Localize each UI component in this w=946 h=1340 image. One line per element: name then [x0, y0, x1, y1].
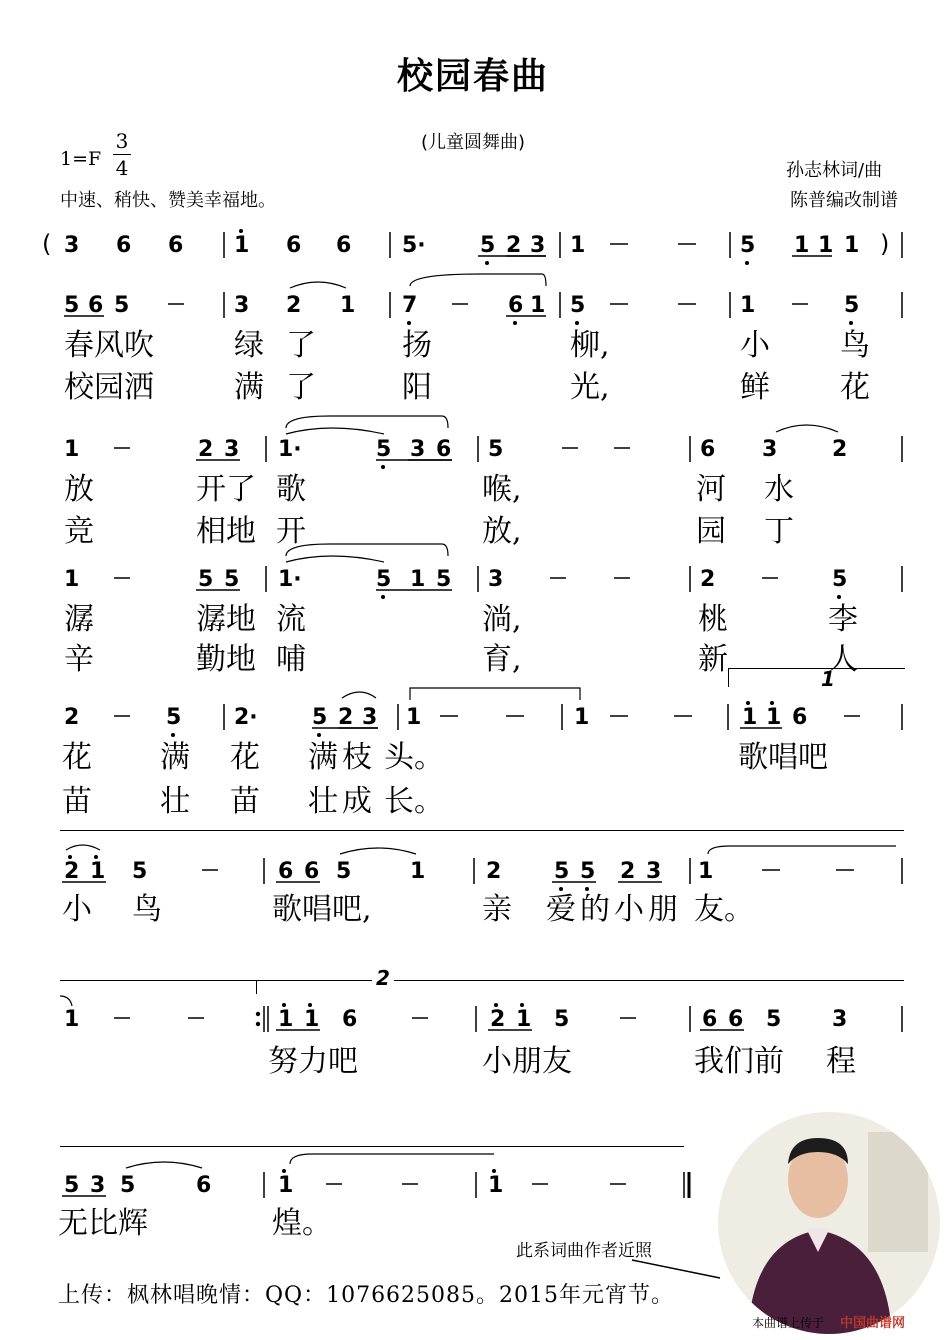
svg-text:1: 1	[570, 233, 586, 258]
lyric: 相地	[196, 514, 256, 549]
volta-number-2: 2	[372, 966, 394, 990]
lyric: 校园洒	[64, 370, 154, 405]
svg-text:2: 2	[64, 705, 80, 730]
lyric: 枝	[342, 740, 372, 775]
lyric: 满	[160, 740, 190, 775]
lyric: 河	[696, 472, 726, 507]
svg-text:2: 2	[486, 859, 502, 884]
site-brand[interactable]: 中国曲谱网	[840, 1316, 906, 1331]
notation-row-1-svg	[42, 226, 910, 266]
svg-text:1: 1	[742, 705, 758, 730]
svg-text:6: 6	[342, 1007, 358, 1032]
svg-text:5: 5	[312, 705, 328, 730]
svg-text:1: 1	[278, 1007, 294, 1032]
lyrics-row-7	[50, 1036, 910, 1080]
lyric: 丁	[764, 514, 794, 549]
svg-text:2: 2	[286, 293, 302, 318]
svg-text:6: 6	[116, 233, 132, 258]
svg-text:1: 1	[530, 293, 546, 318]
svg-text:2·: 2·	[234, 705, 258, 730]
svg-text:1: 1	[90, 859, 106, 884]
composer-credit: 孙志林词/曲	[786, 160, 883, 181]
lyric: 喉,	[482, 472, 522, 507]
lyric: 壮	[160, 784, 190, 819]
lyric: 了	[286, 370, 316, 405]
svg-text:1·: 1·	[278, 437, 302, 462]
lyric: 人	[828, 642, 858, 677]
svg-text:3: 3	[224, 437, 240, 462]
svg-text:1: 1	[64, 567, 80, 592]
lyrics-row-2-verse-2	[50, 362, 910, 406]
separator-line-2	[60, 1146, 684, 1147]
svg-text:6: 6	[508, 293, 524, 318]
lyric: 流	[276, 602, 306, 637]
lyric: 歌唱吧,	[272, 892, 372, 927]
svg-text:1: 1	[64, 437, 80, 462]
svg-text:5: 5	[120, 1173, 136, 1198]
lyric: 努力吧	[268, 1044, 358, 1079]
lyric: 歌	[276, 472, 306, 507]
svg-text:3: 3	[410, 437, 426, 462]
svg-text:1: 1	[340, 293, 356, 318]
time-signature-bottom: 4	[115, 156, 129, 180]
svg-text:5: 5	[580, 859, 596, 884]
lyric: 辛	[64, 642, 94, 677]
svg-text:5: 5	[64, 293, 80, 318]
lyric: 花	[62, 740, 92, 775]
composer-photo-illustration	[718, 1112, 940, 1334]
svg-text:2: 2	[832, 437, 848, 462]
lyric: 长。	[384, 784, 444, 819]
lyrics-row-5-verse-1	[50, 732, 910, 776]
svg-text:6: 6	[88, 293, 104, 318]
lyric: 水	[764, 472, 794, 507]
volta-bracket-2	[256, 980, 258, 994]
svg-text:3: 3	[90, 1173, 106, 1198]
svg-text:5: 5	[554, 859, 570, 884]
svg-text:5: 5	[740, 233, 756, 258]
lyric: 头。	[384, 740, 444, 775]
lyrics-row-4-verse-1	[50, 594, 910, 638]
lyric: 绿	[234, 328, 264, 363]
svg-text:3: 3	[832, 1007, 848, 1032]
volta-number-1: 1	[821, 667, 835, 691]
lyric: 柳,	[570, 328, 610, 363]
notation-row-1	[42, 226, 910, 266]
svg-text:1: 1	[406, 705, 422, 730]
lyric: 友。	[694, 892, 754, 927]
lyric: 花	[230, 740, 260, 775]
svg-text:3: 3	[64, 233, 80, 258]
svg-text:5: 5	[554, 1007, 570, 1032]
svg-text:3: 3	[234, 293, 250, 318]
time-signature	[112, 128, 132, 181]
lyric: 小	[740, 328, 770, 363]
lyric: 了	[286, 328, 316, 363]
lyric: 歌唱吧	[738, 740, 828, 775]
svg-text:(: (	[42, 230, 52, 258]
svg-text:6: 6	[336, 233, 352, 258]
svg-text:3: 3	[488, 567, 504, 592]
lyric: 园	[696, 514, 726, 549]
svg-text:5: 5	[488, 437, 504, 462]
song-subtitle: (儿童圆舞曲)	[420, 132, 526, 153]
lyric: 爱	[546, 892, 576, 927]
lyric: 鸟	[840, 328, 870, 363]
svg-text:6: 6	[168, 233, 184, 258]
svg-text:5: 5	[832, 567, 848, 592]
lyric: 勤地	[196, 642, 256, 677]
svg-text:3: 3	[530, 233, 546, 258]
svg-text:1: 1	[516, 1007, 532, 1032]
lyric: 满	[308, 740, 338, 775]
svg-text:5: 5	[224, 567, 240, 592]
lyric: 扬	[402, 328, 432, 363]
svg-text:5: 5	[376, 437, 392, 462]
upload-footer: 上传：枫林唱晚情：QQ：1076625085。2015年元宵节。	[58, 1283, 675, 1308]
svg-text:3: 3	[646, 859, 662, 884]
svg-text:2: 2	[338, 705, 354, 730]
separator-line	[60, 830, 904, 831]
svg-text:6: 6	[792, 705, 808, 730]
svg-text:5: 5	[844, 293, 860, 318]
svg-text:6: 6	[436, 437, 452, 462]
svg-text:1: 1	[304, 1007, 320, 1032]
svg-text:1: 1	[766, 705, 782, 730]
lyric: 无比辉	[58, 1206, 148, 1241]
lyric: 小朋友	[482, 1044, 572, 1079]
svg-text:2: 2	[64, 859, 80, 884]
lyric: 煌。	[272, 1206, 332, 1241]
svg-text:2: 2	[198, 437, 214, 462]
lyric: 成	[342, 784, 372, 819]
svg-text:2: 2	[506, 233, 522, 258]
svg-text:5: 5	[198, 567, 214, 592]
lyric: 哺	[276, 642, 306, 677]
lyric: 满	[234, 370, 264, 405]
volta-bracket-1	[728, 667, 905, 691]
lyric: 我们前	[694, 1044, 784, 1079]
svg-text:2: 2	[490, 1007, 506, 1032]
lyric: 程	[826, 1044, 856, 1079]
lyric: 竞	[64, 514, 94, 549]
svg-text:5: 5	[132, 859, 148, 884]
lyric: 朋	[648, 892, 678, 927]
svg-text:6: 6	[196, 1173, 212, 1198]
lyric: 光,	[570, 370, 610, 405]
svg-text:3: 3	[762, 437, 778, 462]
lyrics-row-5-verse-2	[50, 776, 910, 820]
lyric: 苗	[230, 784, 260, 819]
svg-text:6: 6	[278, 859, 294, 884]
lyric: 阳	[402, 370, 432, 405]
lyric: 亲	[482, 892, 512, 927]
svg-text:1: 1	[278, 1173, 294, 1198]
svg-text:5: 5	[336, 859, 352, 884]
svg-text:1: 1	[844, 233, 860, 258]
svg-text:5: 5	[166, 705, 182, 730]
lyric: 花	[840, 370, 870, 405]
lyric: 鲜	[740, 370, 770, 405]
svg-text:2: 2	[700, 567, 716, 592]
svg-text:1: 1	[64, 1007, 80, 1032]
lyrics-row-2-verse-1	[50, 320, 910, 364]
lyric: 的	[580, 892, 610, 927]
composer-photo	[718, 1112, 940, 1334]
svg-text:7: 7	[402, 293, 418, 318]
svg-text:1: 1	[234, 233, 250, 258]
svg-text:5: 5	[480, 233, 496, 258]
svg-text:): )	[880, 230, 890, 258]
key-signature: 1=F	[60, 148, 102, 170]
lyric: 苗	[62, 784, 92, 819]
svg-text:1: 1	[574, 705, 590, 730]
svg-text:5: 5	[570, 293, 586, 318]
lyric: 壮	[308, 784, 338, 819]
photo-caption: 此系词曲作者近照	[516, 1241, 652, 1261]
svg-text:6: 6	[700, 437, 716, 462]
lyric: 潺	[64, 602, 94, 637]
lyric: 开了	[196, 472, 256, 507]
svg-text:1: 1	[488, 1173, 504, 1198]
lyric: 新	[698, 642, 728, 677]
lyric: 潺地	[196, 602, 256, 637]
svg-text:1: 1	[740, 293, 756, 318]
lyric: 放	[64, 472, 94, 507]
lyric: 鸟	[132, 892, 162, 927]
svg-text:3: 3	[362, 705, 378, 730]
lyric: 小	[62, 892, 92, 927]
tempo-marking: 中速、稍快、赞美幸福地。	[60, 190, 276, 211]
lyric: 春风吹	[64, 328, 154, 363]
svg-text:1·: 1·	[278, 567, 302, 592]
song-title: 校园春曲	[396, 56, 549, 97]
lyric: 李	[828, 602, 858, 637]
svg-text:6: 6	[286, 233, 302, 258]
site-watermark: 本曲谱上传于	[752, 1316, 825, 1330]
svg-text:5: 5	[376, 567, 392, 592]
lyric: 小	[614, 892, 644, 927]
svg-text:6: 6	[304, 859, 320, 884]
svg-text:6: 6	[702, 1007, 718, 1032]
time-signature-top: 3	[115, 129, 129, 153]
lyric: 桃	[698, 602, 728, 637]
svg-text:1: 1	[818, 233, 834, 258]
arranger-credit: 陈普编改制谱	[790, 190, 898, 211]
svg-text:5: 5	[436, 567, 452, 592]
lyrics-row-3-verse-2	[50, 506, 910, 550]
svg-text:5: 5	[766, 1007, 782, 1032]
lyrics-row-6	[50, 884, 910, 928]
svg-text:1: 1	[410, 567, 426, 592]
lyric: 开	[276, 514, 306, 549]
lyric: 放,	[482, 514, 522, 549]
lyrics-row-3-verse-1	[50, 464, 910, 508]
lyric: 淌,	[482, 602, 522, 637]
lyric: 育,	[482, 642, 522, 677]
svg-text:2: 2	[620, 859, 636, 884]
svg-text:5: 5	[114, 293, 130, 318]
svg-text:6: 6	[728, 1007, 744, 1032]
svg-text:5·: 5·	[402, 233, 426, 258]
svg-text:5: 5	[64, 1173, 80, 1198]
volta-line-2	[60, 980, 904, 981]
svg-text:1: 1	[794, 233, 810, 258]
svg-text:1: 1	[410, 859, 426, 884]
svg-text:1: 1	[698, 859, 714, 884]
